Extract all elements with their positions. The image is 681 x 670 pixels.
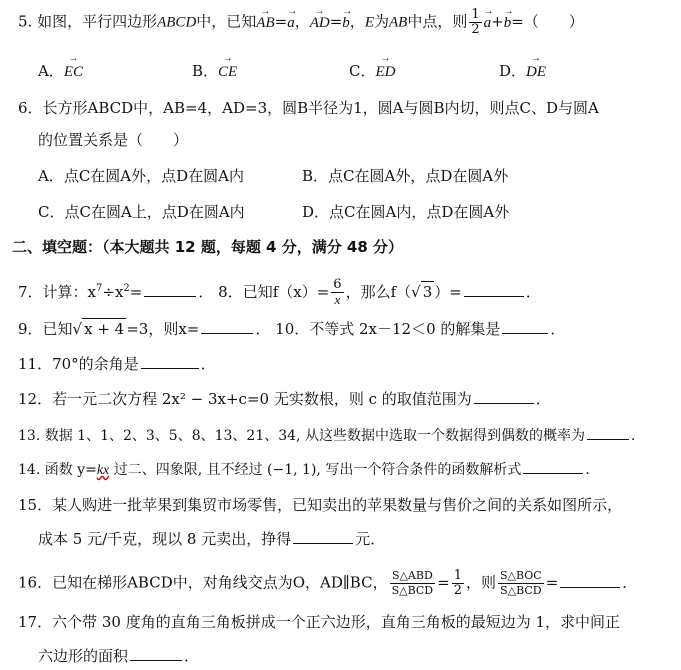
q6-option-b[interactable]: B．点C在圆A外，点D在圆A外 [302, 167, 509, 185]
section-heading: 二、填空题：（本大题共 12 题，每题 4 分，满分 48 分） [12, 238, 404, 256]
q16-answer-blank[interactable] [560, 573, 620, 588]
q5-option-c[interactable]: C．→ ED [349, 60, 395, 81]
q16: 16．已知在梯形ABCD中，对角线交点为O，AD∥BC， $\frac{\text{S△ABD}}{\text{S△BCD}}$ = $\frac{1}{2}$ ，则 $\frac{\text{S△BOC}}{\text{S△BCD}}$ = ． [18, 568, 638, 598]
q5-option-a[interactable]: A．→ EC [38, 60, 83, 81]
q15-line2: 成本 5 元/千克，现以 8 元卖出，挣得 元． [38, 530, 386, 548]
q9: 9．已知√ x + 4 =3，则x= ． [18, 320, 270, 338]
q13: 13. 数据 1、1、2、3、5、8、13、21、34, 从这些数据中选取一个数据得到偶数的概率为 ． [18, 425, 645, 446]
q6-line1: 6．长方形ABCD中，AB=4，AD=3，圆B半径为1，圆A与圆B内切，则点C、D与圆A [18, 99, 599, 117]
q9-q10-line [18, 318, 565, 339]
q5-fraction: $\frac{1}{2}$ [471, 7, 480, 37]
q8: 8．已知f（x）= $\frac{6}{x}$ ，那么f（√ 3 ）= ． [218, 283, 541, 301]
q8-answer-blank[interactable] [464, 282, 524, 297]
q6-option-a[interactable]: A．点C在圆A外，点D在圆A内 [38, 167, 245, 185]
q17-line2: 六边形的面积 ． [38, 647, 200, 665]
q5-option-b[interactable]: B．→ CE [192, 60, 237, 81]
q5-stem: 5. 如图，平行四边形ABCD中，已知→ AB=→ a，→ AD=→ b，E为AB中点，则 $\frac{1}{2}$ → a+→ b=（ ） [18, 8, 584, 37]
q15-answer-blank[interactable] [293, 529, 353, 544]
q11-answer-blank[interactable] [141, 354, 199, 369]
q10: 10．不等式 2x－12＜0 的解集是 ． [275, 320, 566, 338]
q14-answer-blank[interactable] [523, 459, 583, 474]
q12: 12．若一元二次方程 2x² − 3x+c=0 无实数根，则 c 的取值范围为 ． [18, 390, 551, 408]
q10-answer-blank[interactable] [502, 319, 548, 334]
q14: 14. 函数 y=kx 过二、四象限, 且不经过 (−1, 1), 写出一个符合条件的函数解析式 ． [18, 459, 599, 481]
q11: 11．70°的余角是 ． [18, 355, 216, 373]
q6-line2: 的位置关系是（ ） [38, 131, 189, 149]
q9-answer-blank[interactable] [201, 319, 253, 334]
q6-option-c[interactable]: C．点C在圆A上，点D在圆A内 [38, 203, 245, 221]
q7-q8-line [18, 278, 541, 307]
q17-line1: 17．六个带 30 度角的直角三角板拼成一个正六边形，直角三角板的最短边为 1，求中间正 [18, 613, 621, 631]
q12-answer-blank[interactable] [474, 389, 534, 404]
q13-answer-blank[interactable] [587, 425, 629, 440]
q17-answer-blank[interactable] [130, 646, 182, 661]
q5-option-d[interactable]: D．→ DE [499, 60, 546, 81]
q15-line1: 15．某人购进一批苹果到集贸市场零售，已知卖出的苹果数量与售价之间的关系如图所示， [18, 496, 623, 514]
q7: 7．计算：$x^7\div x^2=$ ． [18, 282, 214, 301]
q7-answer-blank[interactable] [144, 282, 196, 297]
q6-option-d[interactable]: D．点C在圆A内，点D在圆A外 [302, 203, 510, 221]
